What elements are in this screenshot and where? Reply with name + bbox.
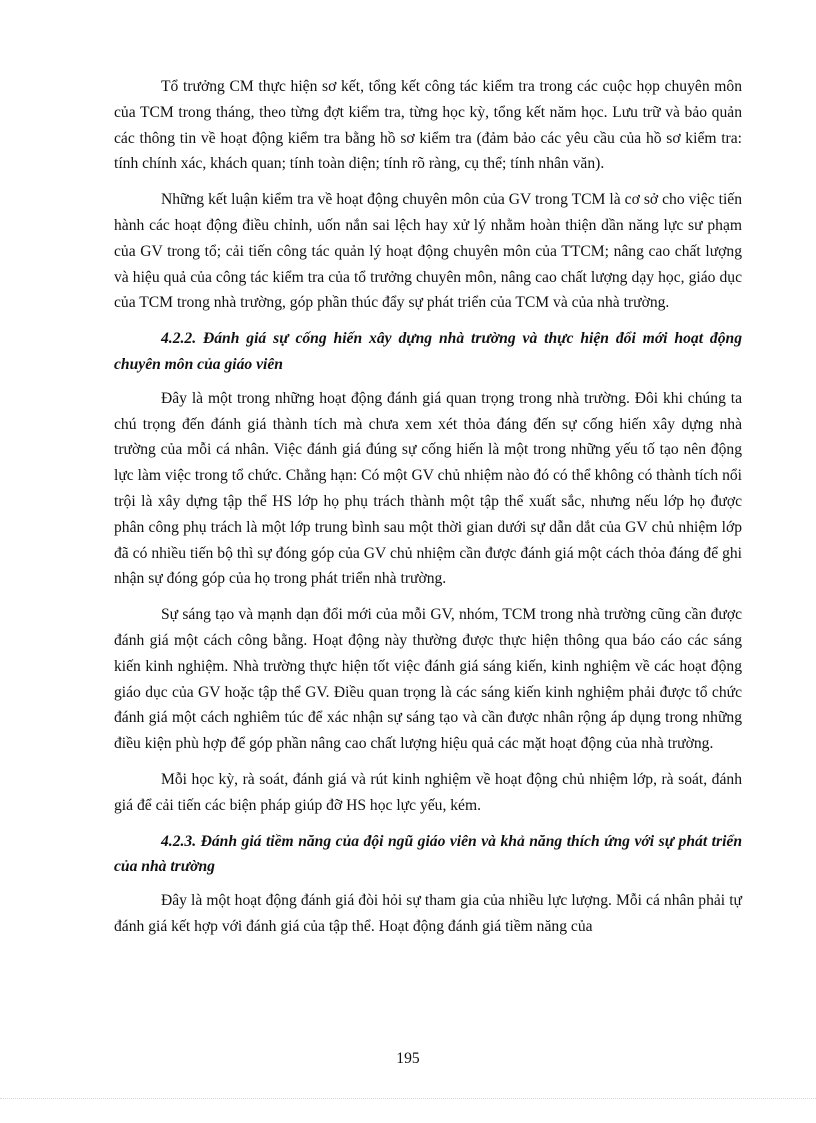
page-number: 195 [396, 1050, 420, 1067]
paragraph: Những kết luận kiểm tra về hoạt động chuyên môn của GV trong TCM là cơ sở cho việc tiến hành các hoạt động điều chỉnh, uốn nắn sai lệch hay xử lý nhằm hoàn thiện dần năng lực sư phạm của GV trong tổ; cải tiến công tác quản lý hoạt động chuyên môn của TTCM; nâng cao chất lượng và hiệu quả của công tác kiểm tra của tổ trưởng chuyên môn, nâng cao chất lượng dạy học, giáo dục của TCM trong nhà trường, góp phần thúc đẩy sự phát triển của TCM và của nhà trường. [114, 191, 742, 312]
paragraph: Tổ trưởng CM thực hiện sơ kết, tổng kết công tác kiểm tra trong các cuộc họp chuyên môn của TCM trong tháng, theo từng đợt kiểm tra, từng học kỳ, tổng kết năm học. Lưu trữ và bảo quản các thông tin về hoạt động kiểm tra bằng hồ sơ kiểm tra (đảm bảo các yêu cầu của hồ sơ kiểm tra: tính chính xác, khách quan; tính toàn diện; tính rõ ràng, cụ thể; tính nhân văn). [114, 78, 742, 173]
page-bottom-divider [0, 1098, 816, 1099]
paragraph: Đây là một trong những hoạt động đánh giá quan trọng trong nhà trường. Đôi khi chúng ta chú trọng đến đánh giá thành tích mà chưa xem xét thỏa đáng đến sự cống hiến xây dựng nhà trường của mỗi cá nhân. Việc đánh giá đúng sự cống hiến là một trong những yếu tố tạo nên động lực làm việc trong tổ chức. Chẳng hạn: Có một GV chủ nhiệm nào đó có thể không có thành tích nổi trội là xây dựng tập thể HS lớp họ phụ trách thành một tập thể xuất sắc, nhưng nếu lớp họ được phân công phụ trách là một lớp trung bình sau một thời gian dưới sự dẫn dắt của GV chủ nhiệm lớp đã có nhiều tiến bộ thì sự đóng góp của GV chủ nhiệm cần được đánh giá một cách thỏa đáng để ghi nhận sự đóng góp của họ trong phát triển nhà trường. [114, 389, 742, 588]
document-page [114, 74, 742, 950]
section-heading-4-2-2: 4.2.2. Đánh giá sự cống hiến xây dựng nhà trường và thực hiện đổi mới hoạt động chuyên môn của giáo viên [114, 330, 742, 373]
paragraph: Mỗi học kỳ, rà soát, đánh giá và rút kinh nghiệm về hoạt động chủ nhiệm lớp, rà soát, đánh giá để cải tiến các biện pháp giúp đỡ HS học lực yếu, kém. [114, 770, 742, 814]
section-heading-4-2-3: 4.2.3. Đánh giá tiềm năng của đội ngũ giáo viên và khả năng thích ứng với sự phát triển của nhà trường [114, 832, 742, 876]
paragraph: Sự sáng tạo và mạnh dạn đổi mới của mỗi GV, nhóm, TCM trong nhà trường cũng cần được đánh giá một cách công bằng. Hoạt động này thường được thực hiện thông qua báo cáo các sáng kiến kinh nghiệm. Nhà trường thực hiện tốt việc đánh giá sáng kiến, kinh nghiệm về các hoạt động giáo dục của GV hoặc tập thể GV. Điều quan trọng là các sáng kiến kinh nghiệm phải được tổ chức đánh giá một cách nghiêm túc để xác nhận sự sáng tạo và cần được nhân rộng áp dụng trong những điều kiện phù hợp để góp phần nâng cao chất lượng hiệu quả các mặt hoạt động của nhà trường. [114, 606, 742, 753]
paragraph: Đây là một hoạt động đánh giá đòi hỏi sự tham gia của nhiều lực lượng. Mỗi cá nhân phải tự đánh giá kết hợp với đánh giá của tập thể. Hoạt động đánh giá tiềm năng của [114, 892, 742, 935]
